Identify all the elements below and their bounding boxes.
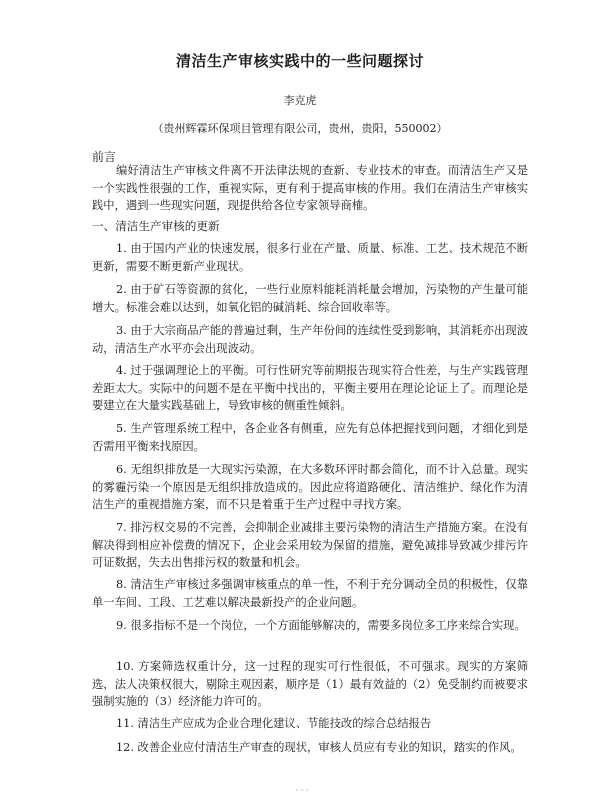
section-heading: 一、清洁生产审核的更新 <box>92 219 220 233</box>
list-item: 9. 很多指标不是一个岗位，一个方面能够解决的，需要多岗位多工序来综合实现。 <box>116 619 526 632</box>
list-item: 6. 无组织排放是一大现实污染源，在大多数环评时都会简化，而不计入总量。现实的雾霾污染一个原因是无组织排放造成的。因此应将道路硬化、清洁维护、绿化作为清洁生产的重视措施方案，而不只是着重于生产过程中寻找方案。 <box>92 463 528 511</box>
list-item: 3. 由于大宗商品产能的普遍过剩，生产年份间的连续性受到影响，其消耗亦出现波动，清洁生产水平亦会出现波动。 <box>92 324 528 355</box>
list-item: 12. 改善企业应付清洁生产审查的现状，审核人员应有专业的知识，踏实的作风。 <box>116 741 522 754</box>
list-item: 7. 排污权交易的不完善，会抑制企业减排主要污染物的清洁生产措施方案。在没有解决得到相应补偿费的情况下，企业会采用较为保留的措施，避免减排导致减少排污许可证数据，失去出售排污权的数量和机会。 <box>92 521 528 569</box>
preface-heading: 前言 <box>92 150 117 164</box>
list-item: 1. 由于国内产业的快速发展，很多行业在产量、质量、标准、工艺、技术规范不断更新，需要不断更新产业现状。 <box>92 242 528 273</box>
author-name: 李克虎 <box>283 94 317 107</box>
list-item: 2. 由于矿石等资源的贫化，一些行业原料能耗消耗量会增加，污染物的产生量可能增大。标准会难以达到，如氧化铝的碱消耗、综合回收率等。 <box>92 283 528 314</box>
preface-paragraph: 编好清洁生产审核文件离不开法律法规的查新、专业技术的审查。而清洁生产又是一个实践性很强的工作，重视实际，更有利于提高审核的作用。我们在清洁生产审核实践中，遇到一些现实问题，现提供给各位专家领导商榷。 <box>92 164 528 212</box>
document-title: 清洁生产审核实践中的一些问题探讨 <box>175 52 424 70</box>
page-number-mark: · · · <box>295 786 309 792</box>
list-item: 4. 过于强调理论上的平衡。可行性研究等前期报告现实符合性差，与生产实践管理差距太大。实际中的问题不是在平衡中找出的，平衡主要用在理论论证上了。而理论是要建立在大量实践基础上，导致审核的侧重性倾斜。 <box>92 364 528 412</box>
list-item: 8. 清洁生产审核过多强调审核重点的单一性，不利于充分调动全员的积极性，仅靠单一车间、工段、工艺难以解决最新投产的企业问题。 <box>92 578 528 609</box>
author-affiliation: （贵州辉霖环保项目管理有限公司，贵州，贵阳，550002） <box>152 122 448 135</box>
list-item: 11. 清洁生产应成为企业合理化建议、节能技改的综合总结报告 <box>116 717 432 730</box>
list-item: 10. 方案筛选权重计分，这一过程的现实可行性很低，不可强求。现实的方案筛选，法人决策权很大，剔除主观因素，顺序是（1）最有效益的（2）免受制约而被要求强制实施的（3）经济能力许可的。 <box>92 660 528 708</box>
list-item: 5. 生产管理系统工程中，各企业各有侧重，应先有总体把握找到问题，才细化到是否需用平衡来找原因。 <box>92 422 528 453</box>
